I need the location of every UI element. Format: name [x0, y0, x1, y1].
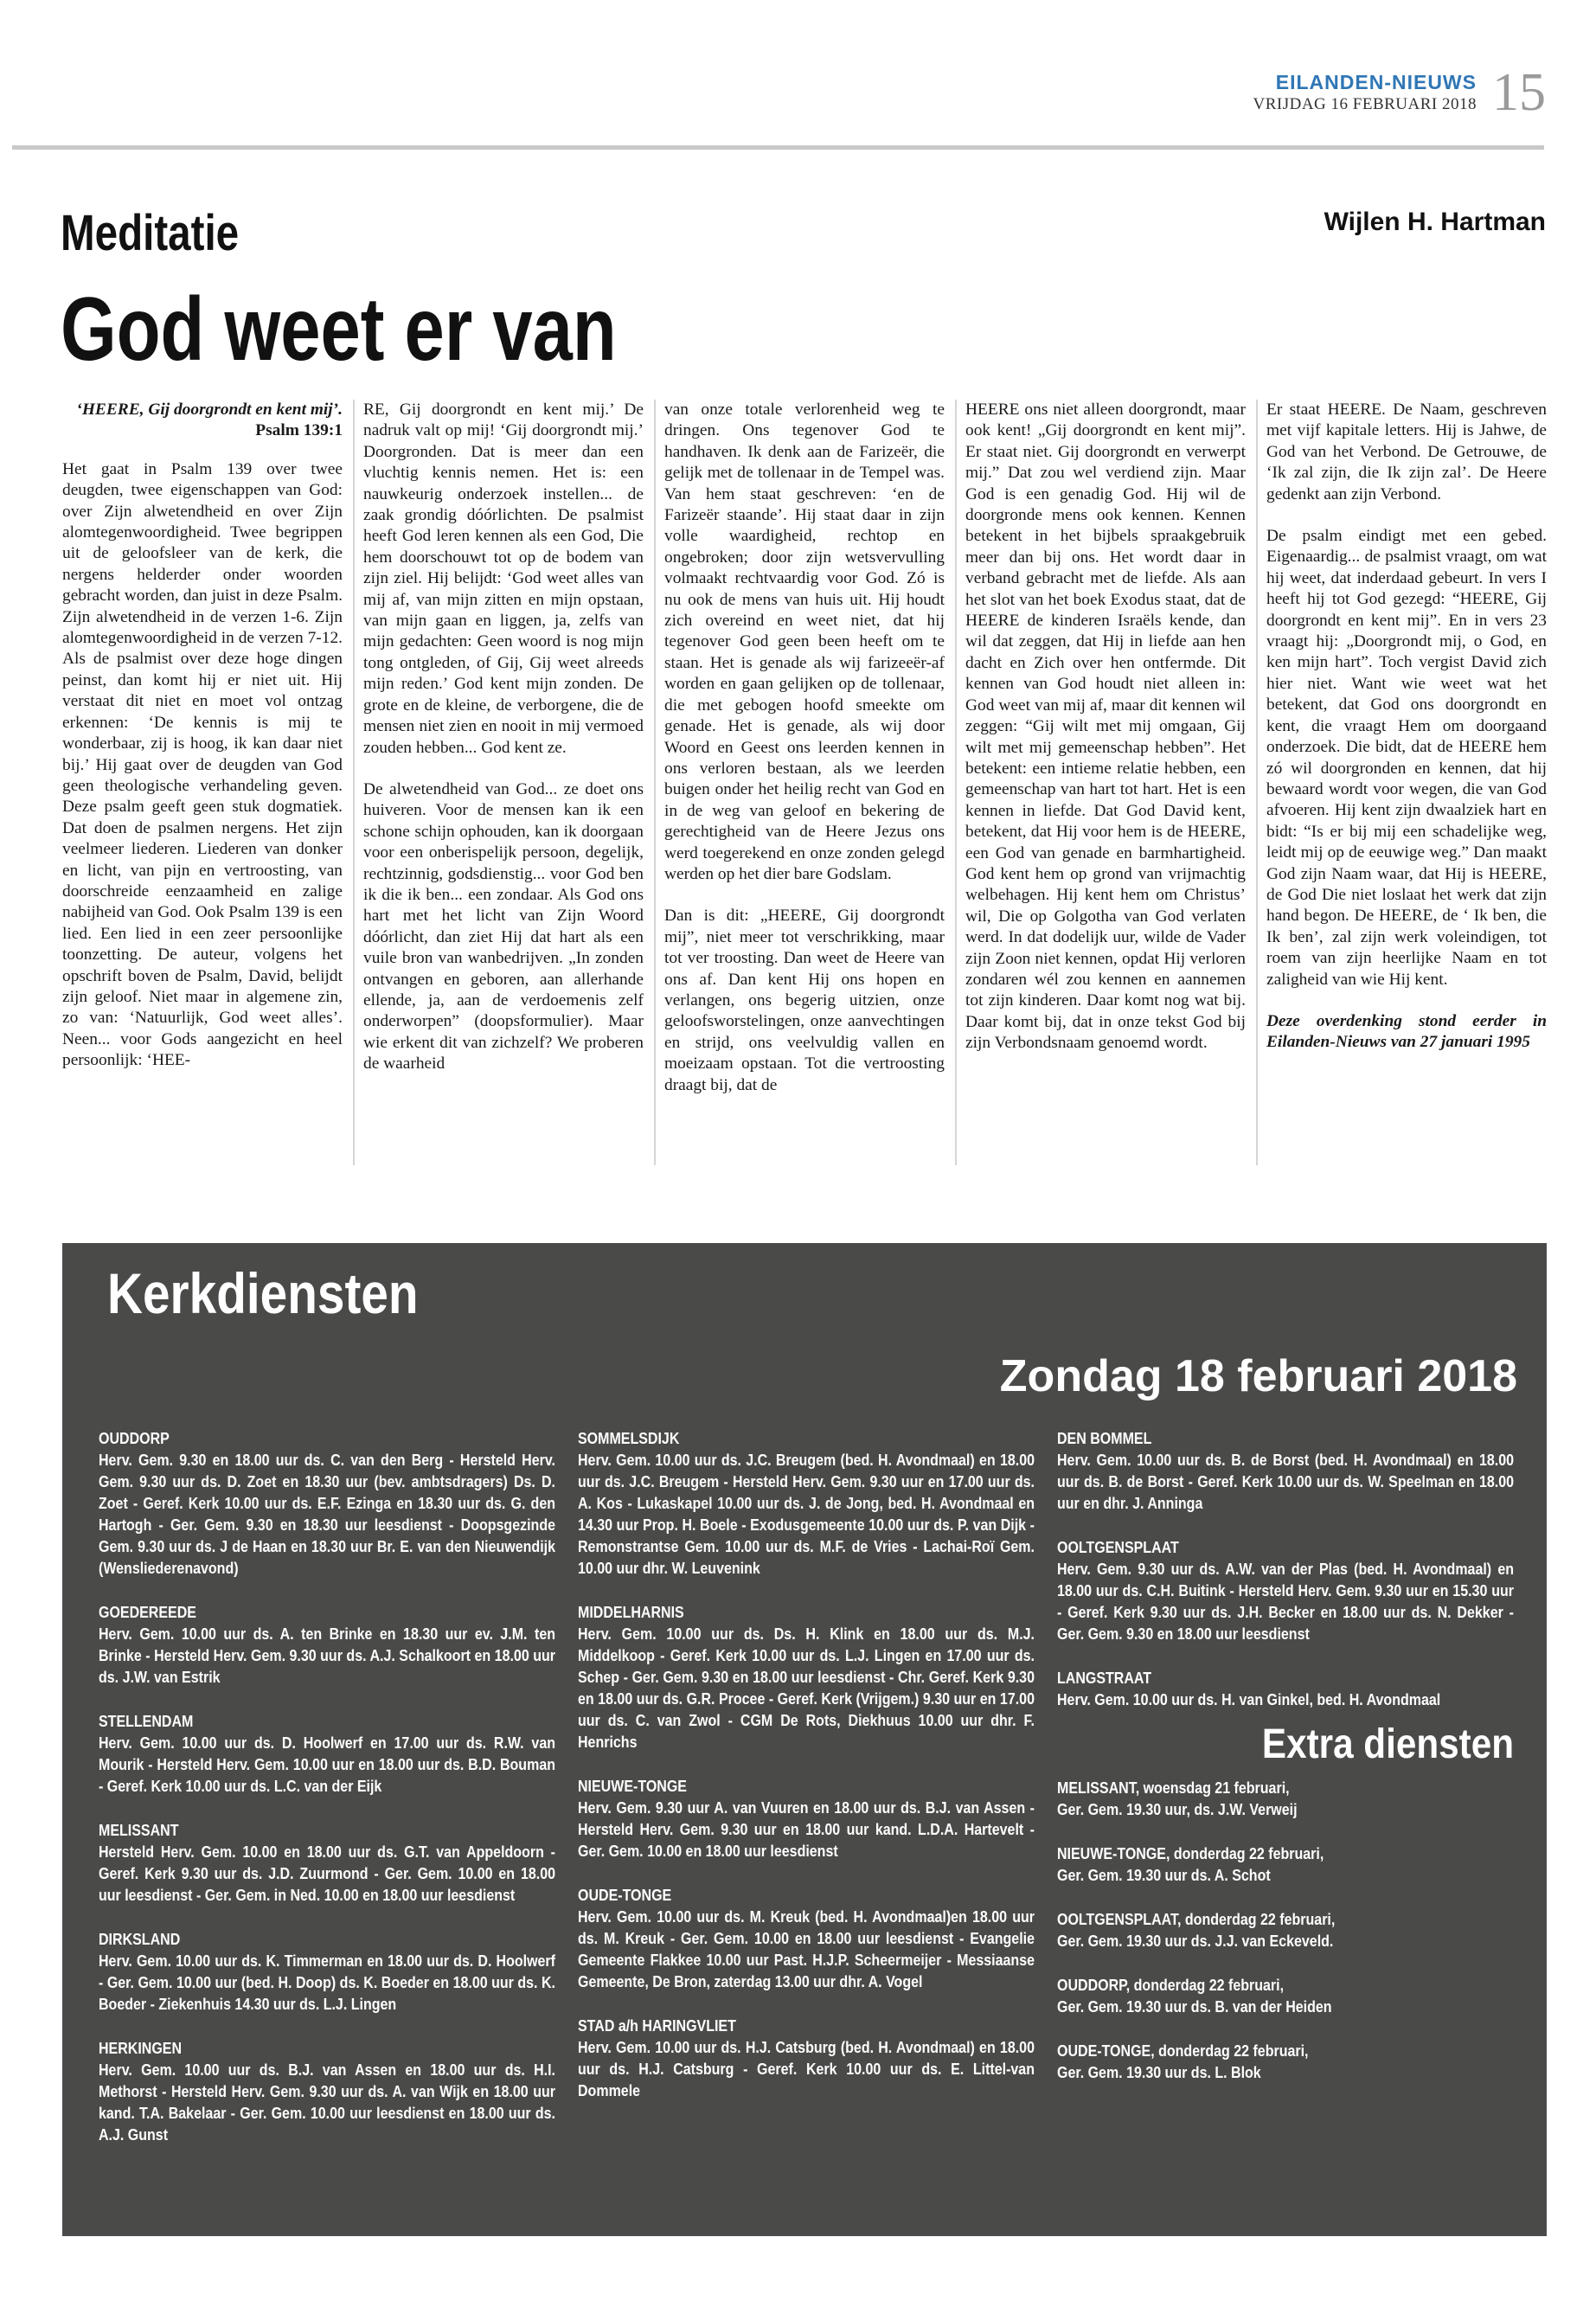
services-title: Kerkdiensten	[107, 1261, 419, 1325]
extra-service-listing	[1057, 1778, 1514, 1821]
article-column-5	[1266, 400, 1547, 1074]
extra-service-line: Ger. Gem. 19.30 uur ds. L. Blok	[1057, 2064, 1261, 2081]
service-details: Herv. Gem. 10.00 uur ds. K. Timmerman en 18.00 uur ds. D. Hoolwerf - Ger. Gem. 10.00 uur (bed. H. Doop) ds. K. Boeder en 18.00 uur ds. K. Boeder - Ziekenhuis 14.30 uur ds. L.J. Lingen	[99, 1952, 555, 2013]
service-details: Herv. Gem. 9.30 uur ds. A.W. van der Plas (bed. H. Avondmaal) en 18.00 uur ds. C.H. Buitink - Hersteld Herv. Gem. 9.30 uur en 15.30 uur - Geref. Kerk 9.30 uur ds. J.H. Becker en 18.00 uur ds. N. Dekker - Ger. Gem. 9.30 en 18.00 uur leesdienst	[1057, 1561, 1514, 1643]
column-divider	[1256, 400, 1258, 1165]
quote-reference: Psalm 139:1	[255, 421, 343, 440]
author-byline: Wijlen H. Hartman	[1324, 208, 1546, 236]
service-listing	[1057, 1537, 1514, 1645]
service-listing	[99, 1602, 555, 1689]
services-column-3	[1057, 1428, 1514, 2106]
service-details: Herv. Gem. 10.00 uur ds. H. van Ginkel, bed. H. Avondmaal	[1057, 1691, 1441, 1708]
column-divider	[654, 400, 656, 1165]
extra-service-line: OUDDORP, donderdag 22 februari,	[1057, 1977, 1285, 1994]
service-details: Herv. Gem. 10.00 uur ds. J.C. Breugem (bed. H. Avondmaal) en 18.00 uur ds. J.C. Breugem - Hersteld Herv. Gem. 9.30 uur en 17.00 uur ds. A. Kos - Lukaskapel 10.00 uur ds. J. de Jong, bed. H. Avondmaal en 14.30 uur Prop. H. Boele - Exodusgemeente 10.00 uur ds. P. van Dijk - Remonstrantse Gem. 10.00 uur ds. M.F. de Vries - Lachai-Roï Gem. 10.00 uur dhr. W. Leuvenink	[578, 1452, 1035, 1577]
page-number: 15	[1492, 63, 1546, 122]
service-listing	[99, 1929, 555, 2016]
service-details: Herv. Gem. 9.30 uur A. van Vuuren en 18.00 uur ds. B.J. van Assen - Hersteld Herv. Gem. 9.30 uur en 18.00 uur kand. L.D.A. Hartevelt - Ger. Gem. 10.00 en 18.00 uur leesdienst	[578, 1799, 1035, 1860]
town-name: LANGSTRAAT	[1057, 1670, 1152, 1687]
service-listing	[99, 1711, 555, 1798]
service-listing	[1057, 1668, 1514, 1711]
paragraph: Dan is dit: „HEERE, Gij doorgrondt mij”, niet meer tot verschrikking, maar tot ver troosting. Dan weet de Heere van ons af. Dan kent Hij ons hopen en verlangen, ons begerig uitzien, onze geloofsworstelingen, onze aanvechtingen en strijd, ons veelvuldig vallen en moeizaam opstaan. Tot die vertroosting draagt bij, dat de	[664, 907, 945, 1094]
service-details: Herv. Gem. 10.00 uur ds. M. Kreuk (bed. H. Avondmaal)en 18.00 uur ds. M. Kreuk - Ger. Gem. 10.00 en 18.00 uur leesdienst - Evangelie Gemeente Flakkee 10.00 uur Past. H.J.P. Scheermeijer - Messiaanse Gemeente, De Bron, zaterdag 13.00 uur dhr. A. Vogel	[578, 1908, 1035, 1990]
article-headline: God weet er van	[61, 279, 617, 380]
extra-service-line: OOLTGENSPLAAT, donderdag 22 februari,	[1057, 1911, 1336, 1928]
masthead-logo: EILANDEN-NIEUWS	[1275, 71, 1477, 93]
paragraph: RE, Gij doorgrondt en kent mij.’ De nadruk valt op mij! ‘Gij doorgrondt mij.’ Doorgronden. Dat is meer dan een vluchtig kennis nemen. Het is: een nauwkeurig onderzoek instellen... de zaak grondig dóórlichten. De psalmist heeft God leren kennen als een God, Die hem doorschouwt tot op de bodem van zijn ziel. Hij belijdt: ‘God weet alles van mij af, van mijn zitten en mijn opstaan, van mijn gaan en liggen, ja, zelfs van mijn gedachten: Geen woord is nog mijn tong ontgleden, of Gij, Gij weet alreeds mijn reden.’ God kent mijn zonden. De grote en de kleine, de verborgene, die de mensen niet zien en nooit in mij vermoed zouden hebben... God kent ze.	[363, 401, 644, 757]
service-listing	[99, 1428, 555, 1580]
service-listing	[578, 2016, 1035, 2102]
column-divider	[955, 400, 957, 1165]
article-endnote: Deze overdenking stond eerder in Eilanden-Nieuws van 27 januari 1995	[1266, 1011, 1547, 1052]
service-details: Herv. Gem. 10.00 uur ds. D. Hoolwerf en 17.00 uur ds. R.W. van Mourik - Hersteld Herv. Gem. 10.00 uur en 18.00 uur ds. B.D. Bouman - Geref. Kerk 10.00 uur ds. L.C. van der Eijk	[99, 1734, 555, 1795]
service-details: Herv. Gem. 10.00 uur ds. B. de Borst (bed. H. Avondmaal) en 18.00 uur ds. B. de Borst - Geref. Kerk 10.00 uur ds. W. Speelman en 18.00 uur en dhr. J. Anninga	[1057, 1452, 1514, 1512]
town-name: STELLENDAM	[99, 1713, 194, 1730]
column-divider	[353, 400, 355, 1165]
extra-service-listing	[1057, 2041, 1514, 2084]
service-details: Herv. Gem. 10.00 uur ds. A. ten Brinke en 18.30 uur ev. J.M. ten Brinke - Hersteld Herv. Gem. 9.30 uur ds. A.J. Schalkoort en 18.00 uur ds. J.W. van Estrik	[99, 1625, 555, 1686]
extra-service-line: MELISSANT, woensdag 21 februari,	[1057, 1779, 1290, 1797]
town-name: DIRKSLAND	[99, 1931, 181, 1948]
town-name: GOEDEREEDE	[99, 1604, 196, 1621]
article-column-4	[965, 400, 1246, 1075]
town-name: SOMMELSDIJK	[578, 1430, 680, 1447]
town-name: DEN BOMMEL	[1057, 1430, 1152, 1447]
services-date: Zondag 18 februari 2018	[999, 1351, 1517, 1401]
service-listing	[99, 2038, 555, 2146]
section-title: Meditatie	[61, 205, 240, 261]
extra-service-line: NIEUWE-TONGE, donderdag 22 februari,	[1057, 1845, 1324, 1862]
service-listing	[578, 1776, 1035, 1862]
service-details: Herv. Gem. 10.00 uur ds. B.J. van Assen en 18.00 uur ds. H.I. Methorst - Hersteld Herv. Gem. 9.30 uur ds. A. van Wijk en 18.00 uur kand. T.A. Bakelaar - Ger. Gem. 10.00 uur leesdienst en 18.00 uur ds. A.J. Gunst	[99, 2061, 555, 2144]
service-details: Hersteld Herv. Gem. 10.00 en 18.00 uur ds. G.T. van Appeldoorn - Geref. Kerk 9.30 uur ds. J.D. Zuurmond - Ger. Gem. 10.00 en 18.00 uur leesdienst - Ger. Gem. in Ned. 10.00 en 18.00 uur leesdienst	[99, 1843, 555, 1904]
town-name: HERKINGEN	[99, 2040, 183, 2057]
issue-date: VRIJDAG 16 FEBRUARI 2018	[1253, 95, 1477, 113]
extra-service-listing	[1057, 1975, 1514, 2018]
paragraph: De psalm eindigt met een gebed. Eigenaardig... de psalmist vraagt, om wat hij weet, dat inderdaad gebeurt. In vers I heeft hij tot God gezegd: “HEERE, Gij doorgrondt en kent mij”. En in vers 23 vraagt hij: „Doorgrondt mij, o God, en ken mijn hart”. Toch vergist David zich hier niet. Want wie weet wat het betekent, dat God ons doorgrondt en kent, die vraagt Hem om doorgaand onderzoek. Die bidt, dat de HEERE hem zó wil doorgronden en kennen, dat hij bewaard wordt voor wegen, die van God afvoeren. Hij kent zijn dwaalziek hart en bidt: “Is er bij mij een schadelijke weg, leidt mij op de eeuwige weg.” Dan maakt God zijn Naam waar, dat Hij is HEERE, de God Die niet loslaat het werk dat zijn hand begon. De HEERE, de ‘ Ik ben, die Ik ben’, zal zijn werk voleindigen, tot roem van zijn heerlijke Naam en tot zaligheid van wie Hij kent.	[1266, 527, 1547, 989]
church-services-box	[62, 1243, 1547, 2236]
town-name: STAD a/h HARINGVLIET	[578, 2017, 736, 2035]
article-column-1	[62, 400, 343, 1093]
article-column-2	[363, 400, 644, 1096]
extra-service-listing	[1057, 1843, 1514, 1887]
paragraph: Er staat HEERE. De Naam, geschreven met vijf kapitale letters. Hij is Jahwe, de God van het Verbond. De Getrouwe, de ‘Ik zal zijn, die Ik zijn zal’. De Heere gedenkt aan zijn Verbond.	[1266, 401, 1547, 503]
services-column-1	[99, 1428, 555, 2169]
scripture-quote	[62, 400, 343, 442]
town-name: MIDDELHARNIS	[578, 1604, 684, 1621]
header-divider	[12, 145, 1544, 150]
town-name: MELISSANT	[99, 1822, 179, 1839]
paragraph: De alwetendheid van God... ze doet ons huiveren. Voor de mensen kan ik een schone schijn ophouden, kan ik doorgaan voor een onberispelijk persoon, degelijk, rechtzinnig, godsdienstig... voor God ben ik die ik ben... een zondaar. Als God ons hart met het licht van Zijn Woord dóórlicht, dan ziet Hij dat hart als een vuile bron van wanbedrijven. „In zonden ontvangen en geboren, aan allerhande ellende, ja, aan de verdoemenis zelf onderworpen” (doopsformulier). Maar wie erkent dit van zichzelf? We proberen de waarheid	[363, 779, 644, 1074]
service-details: Herv. Gem. 10.00 uur ds. H.J. Catsburg (bed. H. Avondmaal) en 18.00 uur ds. H.J. Catsburg - Geref. Kerk 10.00 uur ds. E. Littel-van Dommele	[578, 2039, 1035, 2099]
service-listing	[1057, 1428, 1514, 1515]
extra-services-title: Extra diensten	[1261, 1721, 1514, 1767]
extra-service-line: Ger. Gem. 19.30 uur ds. B. van der Heiden	[1057, 1998, 1332, 2016]
town-name: NIEUWE-TONGE	[578, 1778, 687, 1795]
service-listing	[578, 1885, 1035, 1993]
service-details: Herv. Gem. 9.30 en 18.00 uur ds. C. van den Berg - Hersteld Herv. Gem. 9.30 uur ds. D. Zoet en 18.30 uur (bev. ambtsdragers) Ds. D. Zoet - Geref. Kerk 10.00 uur ds. E.F. Ezinga en 18.30 uur ds. G. den Hartogh - Ger. Gem. 9.30 en 18.30 uur leesdienst - Doopsgezinde Gem. 9.30 uur ds. J de Haan en 18.30 uur Br. E. van den Nieuwendijk (Wensliederenavond)	[99, 1452, 555, 1577]
service-details: Herv. Gem. 10.00 uur ds. Ds. H. Klink en 18.00 uur ds. M.J. Middelkoop - Geref. Kerk 10.00 uur ds. L.J. Lingen en 17.00 uur ds. Schep - Ger. Gem. 9.30 en 18.00 uur leesdienst - Chr. Geref. Kerk 9.30 en 18.00 uur ds. G.R. Procee - Geref. Kerk (Vrijgem.) 9.30 uur en 17.00 uur ds. C. van Zwol - CGM De Rots, Diekhuus 10.00 uur dhr. F. Henrichs	[578, 1625, 1035, 1751]
extra-service-line: OUDE-TONGE, donderdag 22 februari,	[1057, 2042, 1309, 2060]
extra-service-line: Ger. Gem. 19.30 uur ds. A. Schot	[1057, 1867, 1271, 1884]
extra-service-line: Ger. Gem. 19.30 uur ds. J.J. van Eckeveld.	[1057, 1932, 1334, 1950]
article-column-3	[664, 400, 945, 1117]
town-name: OUDE-TONGE	[578, 1887, 672, 1904]
quote-text: ‘HEERE, Gij doorgrondt en kent mij’.	[76, 401, 343, 419]
paragraph: van onze totale verlorenheid weg te dringen. Ons tegenover God te handhaven. Ik denk aan de Farizeër, die gelijk met de tollenaar in de Tempel was. Van hem staat geschreven: ‘en de Farizeër staande’. Hij staat daar in zijn volle waardigheid, rechtop en ongebroken; door zijn wetsvervulling volmaakt rechtvaardig voor God. Zó is nu ook de mens van huis uit. Hij houdt zich overeind en weet niet, dat hij tegenover God geen been heeft om te staan. Het is genade als wij farizeeër-af worden en gaan gelijken op de tollenaar, die met gebogen hoofd smeekte om genade. Het is genade, als wij door Woord en Geest ons leerden kennen in ons verloren bestaan, als we leerden buigen onder het heilig recht van God en in de weg van geloof en bekering de gerechtigheid van de Heere Jezus ons werd toegerekend en onze zonden gelegd werden op het dier bare Godslam.	[664, 401, 945, 883]
town-name: OUDDORP	[99, 1430, 170, 1447]
service-listing	[578, 1602, 1035, 1753]
service-listing	[578, 1428, 1035, 1580]
extra-service-listing	[1057, 1909, 1514, 1952]
paragraph: Het gaat in Psalm 139 over twee deugden, twee eigenschappen van God: over Zijn alwetendheid en over Zijn alomtegenwoordigheid. Twee begrippen uit de geloofsleer van de kerk, die nergens helderder onder woorden gebracht worden, dan juist in deze Psalm. Zijn alwetendheid in de verzen 1-6. Zijn alomtegenwoordigheid in de verzen 7-12. Als de psalmist over deze hoge dingen peinst, dan komt hij er niet uit. Hij verstaat dit niet en moet vol ontzag erkennen: ‘De kennis is mij te wonderbaar, zij is hoog, ik kan daar niet bij.’ Hij gaat over de deugden van God geen theologische verhandeling geven. Deze psalm geeft geen stuk dogmatiek. Dat doen de psalmen nergens. Het zijn veelmeer liederen. Liederen van donker en licht, van pijn en vertroosting, van doorschreide eenzaamheid en zalige nabijheid van God. Ook Psalm 139 is een lied. Een lied in een zeer persoonlijke toonzetting. De auteur, volgens het opschrift boven de Psalm, David, belijdt zijn geloof. Niet maar in algemene zin, zo van: ‘Natuurlijk, God weet alles’. Neen... voor Gods aangezicht en heel persoonlijk: ‘HEE-	[62, 459, 343, 1070]
extra-service-line: Ger. Gem. 19.30 uur, ds. J.W. Verweij	[1057, 1801, 1298, 1818]
paragraph: HEERE ons niet alleen doorgrondt, maar ook kent! „Gij doorgrondt en kent mij”. Er staat niet. Gij doorgrondt en verwerpt mij.” Dat zou wel verdiend zijn. Maar God is een genadig God. Hij wil de doorgronde mens ook kennen. Kennen betekent in het bijbels spraakgebruik meer dan bij ons. Het wordt daar in verband gebracht met de liefde. Als aan het slot van het boek Exodus staat, dat de HEERE de kinderen Israëls kende, dan wil dat zeggen, dat Hij in liefde aan hen dacht en Zich over hen ontfermde. Dit kennen van God houdt niet alleen in: God weet van mij af, maar dit kennen wil zeggen: “Gij wilt met mij omgaan, Gij wilt met mij gemeenschap hebben”. Het betekent: een intieme relatie hebben, een gemeenschap van hart tot hart. Het is een kennen in liefde. Dat God David kent, betekent, dat Hij voor hem is de HEERE, een God van genade en barmhartigheid. God kent hem op grond van vrijmachtig welbehagen. Hij kent hem om Christus’ wil, Die op Golgotha van God verlaten werd. In dat dodelijk uur, wilde de Vader zijn Zoon niet kennen, opdat Hij verloren zondaren wél zou kennen en aannemen tot zijn kinderen. Daar komt nog wat bij. Daar komt bij, dat in onze tekst God bij zijn Verbondsnaam genoemd wordt.	[965, 401, 1246, 1053]
service-listing	[99, 1820, 555, 1907]
services-column-2	[578, 1428, 1035, 2125]
town-name: OOLTGENSPLAAT	[1057, 1539, 1179, 1556]
